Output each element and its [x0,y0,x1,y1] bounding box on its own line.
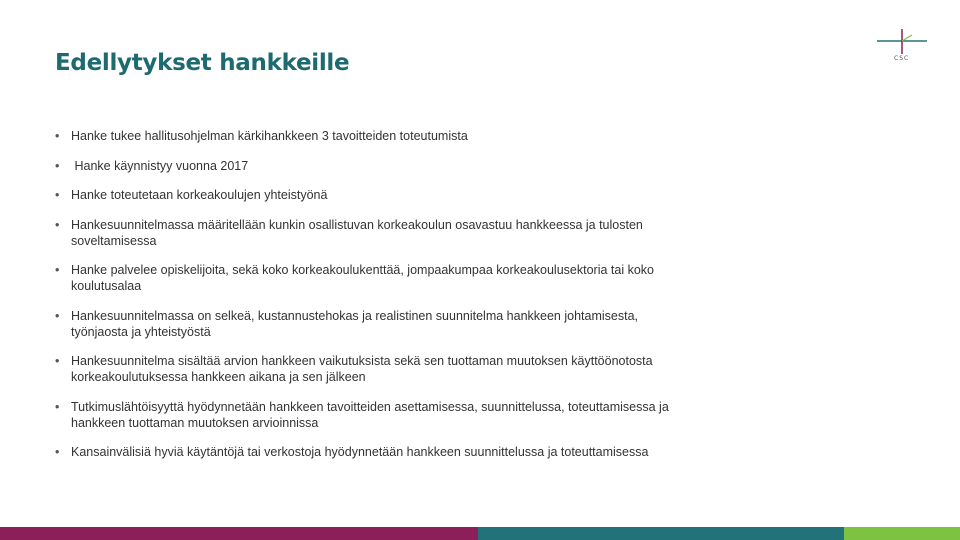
bullet-dot-icon: • [55,399,60,414]
bullet-dot-icon: • [55,445,60,459]
bullet-text: Tutkimuslähtöisyyttä hyödynnetään hankkeen tavoitteiden asettamisessa, suunnittelussa, toteuttamisessa ja hankkeen tuottaman muutoksen arvioinnissa [71,399,669,430]
bullet-dot-icon: • [55,263,60,277]
logo-text: CSC [894,55,910,62]
bullet-item [55,399,695,431]
bullet-text: Hankesuunnitelmassa on selkeä, kustannustehokas ja realistinen suunnitelma hankkeen johtamisesta, työnjaosta ja yhteistyöstä [71,308,639,339]
bullet-item [55,353,695,385]
bullet-text: Hanke palvelee opiskelijoita, sekä koko korkeakoulukenttää, jompaakumpaa korkeakoulusektoria tai koko koulutusalaa [71,263,654,293]
bullet-dot-icon: • [55,354,60,368]
slide-title: Edellytykset hankkeille [55,50,350,76]
bullet-dot-icon: • [55,129,60,143]
bullet-item [55,444,695,460]
bullet-list [55,128,695,474]
bullet-item [55,128,695,144]
footer-segment-green [844,527,960,540]
bullet-dot-icon: • [55,188,60,202]
footer-segment-teal [478,527,844,540]
bullet-text: Hankesuunnitelma sisältää arvion hankkeen vaikutuksista sekä sen tuottaman muutoksen käyttöönotosta korkeakoulutuksessa hankkeen aikana ja sen jälkeen [71,354,653,384]
bullet-text: Hanke tukee hallitusohjelman kärkihankkeen 3 tavoitteiden toteutumista [71,129,468,143]
bullet-text: Kansainvälisiä hyviä käytäntöjä tai verkostoja hyödynnetään hankkeen suunnittelussa ja toteuttamisessa [71,445,649,459]
bullet-item [55,262,695,294]
bullet-item [55,217,695,249]
bullet-item [55,308,695,340]
bullet-text: Hanke käynnistyy vuonna 2017 [71,158,249,173]
footer-color-bar [0,527,960,540]
bullet-dot-icon: • [55,158,60,173]
bullet-item [55,158,695,174]
bullet-item [55,187,695,203]
footer-segment-plum [0,527,478,540]
bullet-dot-icon: • [55,217,60,232]
bullet-dot-icon: • [55,308,60,323]
bullet-text: Hanke toteutetaan korkeakoulujen yhteistyönä [71,188,328,202]
bullet-text: Hankesuunnitelmassa määritellään kunkin osallistuvan korkeakoulun osavastuu hankkeessa ja tulosten soveltamisessa [71,217,643,248]
